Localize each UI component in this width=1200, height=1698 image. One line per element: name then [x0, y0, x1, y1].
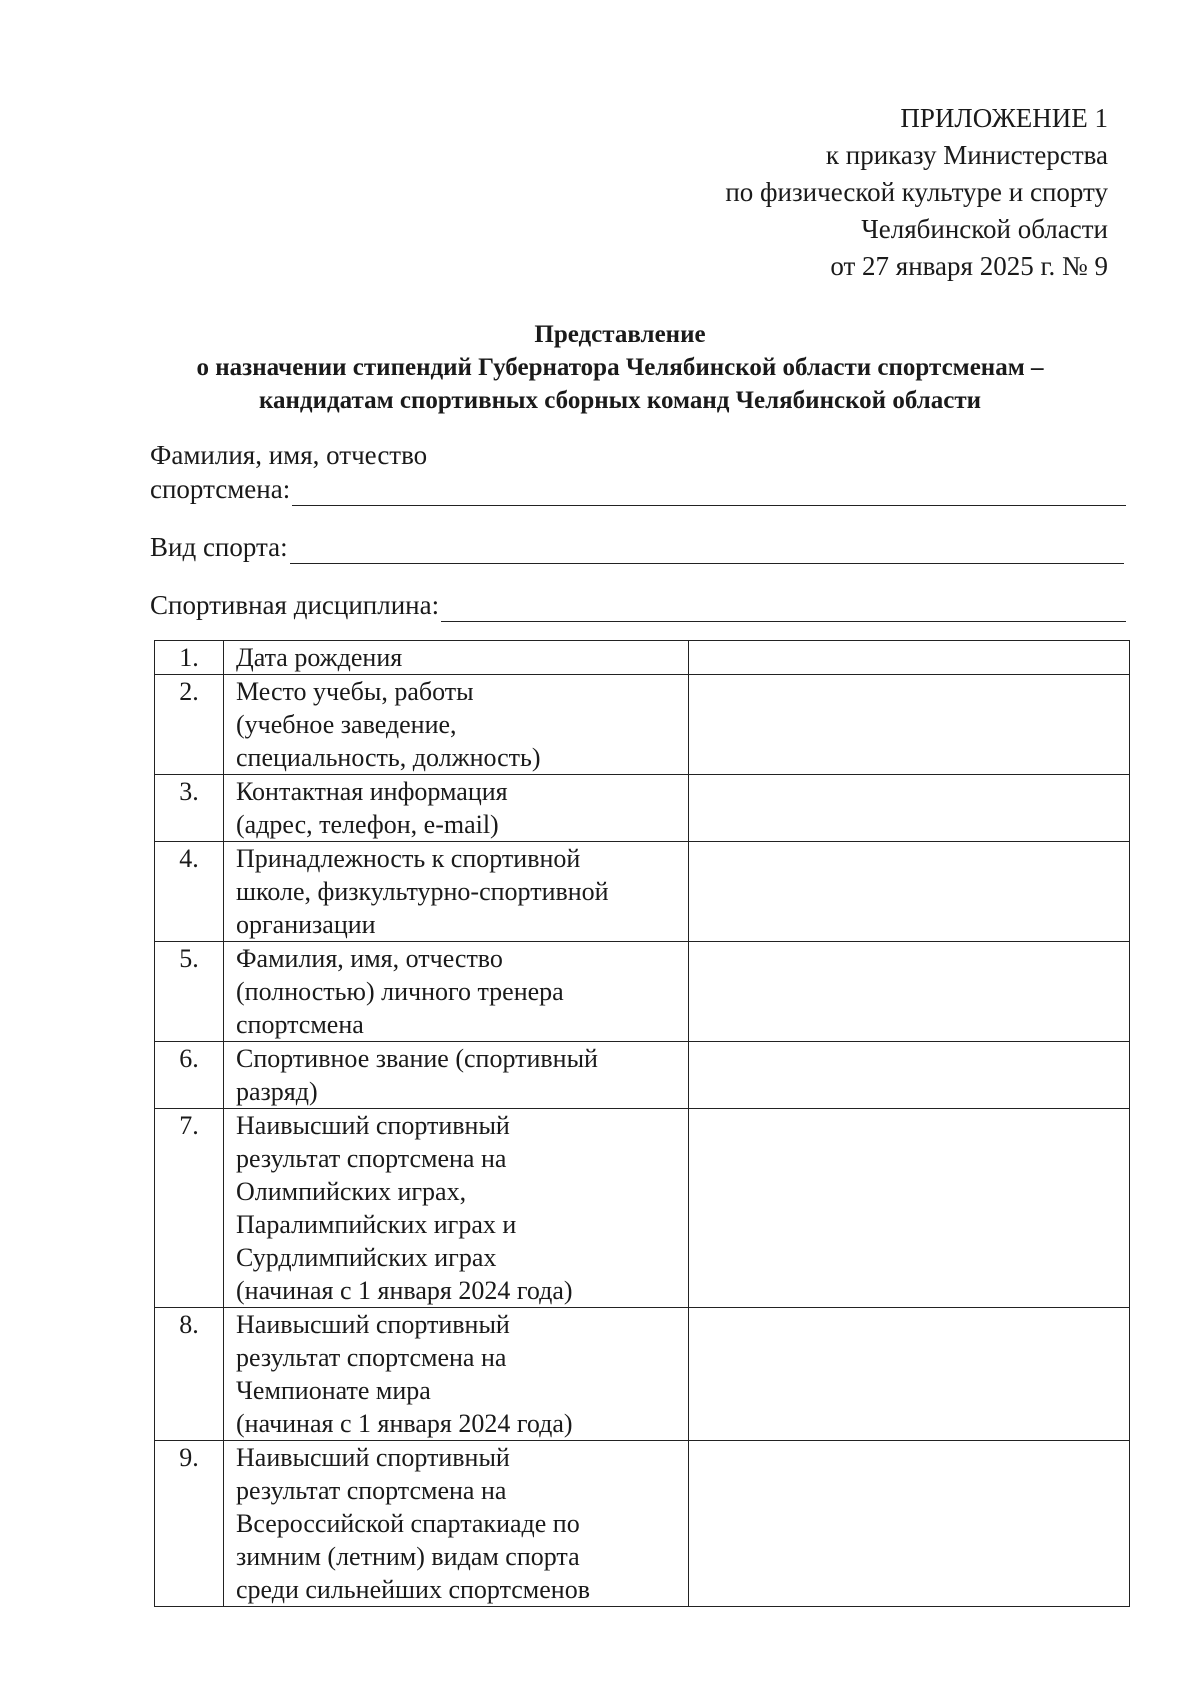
appendix-line: Челябинской области — [861, 214, 1108, 244]
row-value-cell[interactable] — [689, 1308, 1130, 1441]
row-description-line: Наивысший спортивный — [236, 1443, 510, 1472]
table-row — [155, 775, 1130, 842]
row-description-line: (учебное заведение, — [236, 710, 457, 739]
row-description-line: Место учебы, работы — [236, 677, 474, 706]
row-number: 1. — [155, 641, 224, 675]
row-description-line: результат спортсмена на — [236, 1144, 507, 1173]
row-description-line: Спортивное звание (спортивный — [236, 1044, 598, 1073]
row-description — [224, 675, 689, 775]
row-description-line: среди сильнейших спортсменов — [236, 1575, 590, 1604]
sport-field — [150, 530, 1124, 564]
document-title: Представление — [534, 321, 706, 348]
row-description-line: разряд) — [236, 1077, 318, 1106]
row-description-line: Контактная информация — [236, 777, 508, 806]
row-description-line: Дата рождения — [236, 643, 403, 672]
row-description — [224, 942, 689, 1042]
row-description-line: Принадлежность к спортивной — [236, 844, 581, 873]
row-description-line: школе, физкультурно-спортивной — [236, 877, 609, 906]
appendix-block — [725, 100, 1108, 285]
row-value-cell[interactable] — [689, 775, 1130, 842]
row-description-line: Всероссийской спартакиаде по — [236, 1509, 580, 1538]
row-description — [224, 1441, 689, 1607]
row-description-line: Фамилия, имя, отчество — [236, 944, 503, 973]
discipline-blank-line[interactable] — [441, 593, 1126, 622]
table-row — [155, 1109, 1130, 1308]
row-description-line: (начиная с 1 января 2024 года) — [236, 1409, 573, 1438]
row-value-cell[interactable] — [689, 675, 1130, 775]
row-description-line: результат спортсмена на — [236, 1476, 507, 1505]
sport-blank-line[interactable] — [290, 535, 1124, 564]
row-description — [224, 1308, 689, 1441]
row-description — [224, 775, 689, 842]
discipline-field — [150, 588, 1126, 622]
row-number: 8. — [155, 1308, 224, 1441]
row-description-line: организации — [236, 910, 376, 939]
athlete-name-label: Фамилия, имя, отчество — [150, 440, 428, 470]
athlete-name-blank-line[interactable] — [292, 477, 1126, 506]
row-description-line: Наивысший спортивный — [236, 1111, 510, 1140]
sport-label: Вид спорта: — [150, 532, 288, 562]
row-value-cell[interactable] — [689, 1441, 1130, 1607]
document-subtitle-line: кандидатам спортивных сборных команд Челябинской области — [259, 387, 981, 414]
row-description-line: Паралимпийских играх и — [236, 1210, 517, 1239]
document-subtitle-line: о назначении стипендий Губернатора Челябинской области спортсменам – — [196, 354, 1044, 381]
row-description-line: (адрес, телефон, e-mail) — [236, 810, 499, 839]
appendix-date-line: от 27 января 2025 г. № 9 — [830, 251, 1108, 281]
table-row — [155, 641, 1130, 675]
row-value-cell[interactable] — [689, 842, 1130, 942]
row-number: 5. — [155, 942, 224, 1042]
discipline-label: Спортивная дисциплина: — [150, 590, 440, 620]
table-row — [155, 842, 1130, 942]
row-description-line: специальность, должность) — [236, 743, 541, 772]
athlete-info-table — [154, 640, 1130, 1607]
row-description — [224, 641, 689, 675]
row-description-line: результат спортсмена на — [236, 1343, 507, 1372]
table-row — [155, 1441, 1130, 1607]
row-description-line: зимним (летним) видам спорта — [236, 1542, 580, 1571]
row-description-line: (начиная с 1 января 2024 года) — [236, 1276, 573, 1305]
row-description — [224, 842, 689, 942]
row-description — [224, 1042, 689, 1109]
appendix-title: ПРИЛОЖЕНИЕ 1 — [900, 103, 1108, 133]
appendix-line: к приказу Министерства — [825, 140, 1108, 170]
table-row — [155, 942, 1130, 1042]
athlete-name-field — [150, 438, 1126, 506]
row-value-cell[interactable] — [689, 1042, 1130, 1109]
table-row — [155, 1308, 1130, 1441]
row-number: 2. — [155, 675, 224, 775]
document-heading — [120, 318, 1120, 417]
row-value-cell[interactable] — [689, 942, 1130, 1042]
row-description-line: спортсмена — [236, 1010, 364, 1039]
appendix-line: по физической культуре и спорту — [725, 177, 1108, 207]
row-number: 3. — [155, 775, 224, 842]
table-row — [155, 675, 1130, 775]
row-number: 4. — [155, 842, 224, 942]
row-description-line: Чемпионате мира — [236, 1376, 431, 1405]
row-value-cell[interactable] — [689, 641, 1130, 675]
row-description-line: (полностью) личного тренера — [236, 977, 564, 1006]
row-number: 7. — [155, 1109, 224, 1308]
row-description-line: Наивысший спортивный — [236, 1310, 510, 1339]
row-number: 9. — [155, 1441, 224, 1607]
row-value-cell[interactable] — [689, 1109, 1130, 1308]
athlete-name-label-cont: спортсмена: — [150, 474, 291, 504]
table-row — [155, 1042, 1130, 1109]
row-description-line: Олимпийских играх, — [236, 1177, 467, 1206]
row-description — [224, 1109, 689, 1308]
row-description-line: Сурдлимпийских играх — [236, 1243, 497, 1272]
row-number: 6. — [155, 1042, 224, 1109]
